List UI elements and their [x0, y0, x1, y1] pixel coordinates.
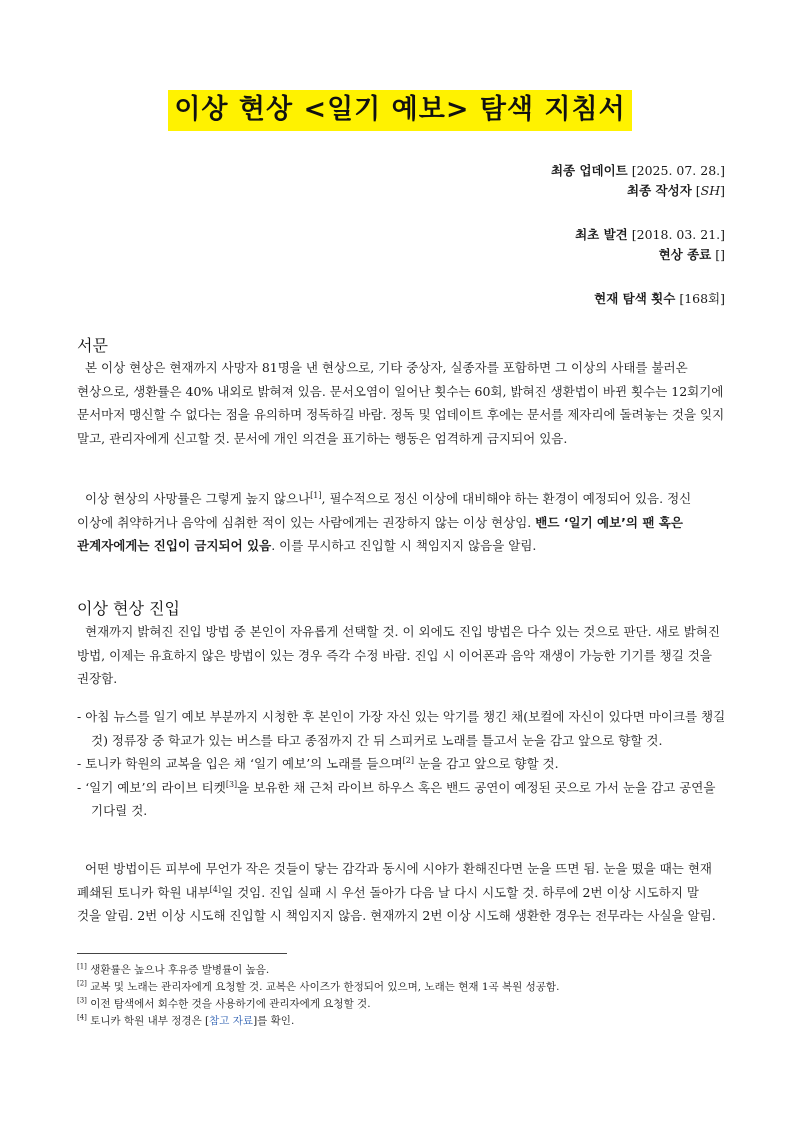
meta-discovery: [575, 225, 725, 265]
entry-paragraph-2: 어떤 방법이든 피부에 무언가 작은 것들이 닿는 감각과 동시에 시야가 환해진다면 눈을 뜨면 됨. 눈을 떴을 때는 현재 폐쇄된 토니카 학원 내부[4]일 것임. 진입 실패 시 우선 돌아가 다음 날 다시 시도할 것. 하루에 2번 이상 시도하지 말 것을 알림. 2번 이상 시도해 진입할 시 책임지지 않음. 현재까지 2번 이상 시도해 생환한 경우는 전무라는 사실을 알림.: [77, 861, 716, 923]
list-item: - 아침 뉴스를 일기 예보 부분까지 시청한 후 본인이 가장 자신 있는 악기를 챙긴 채(보컬에 자신이 있다면 마이크를 챙길 것) 정류장 중 학교가 있는 버스를 타고 종점까지 간 뒤 스피커로 노래를 틀고서 눈을 감고 앞으로 향할 것.: [77, 709, 726, 748]
footnote-ref-1[interactable]: [1]: [310, 490, 322, 500]
author-label: 최종 작성자: [627, 183, 692, 198]
discovered-value: [2018. 03. 21.]: [631, 227, 725, 242]
entry-paragraph-1: 현재까지 밝혀진 진입 방법 중 본인이 자유롭게 선택할 것. 이 외에도 진입 방법은 다수 있는 것으로 판단. 새로 밝혀진 방법, 이제는 유효하지 않은 방법이 있는 경우 즉각 수정 바람. 진입 시 이어폰과 음악 재생이 가능한 기기를 챙길 것을 권장함.: [77, 624, 720, 686]
updated-value: [2025. 07. 28.]: [631, 163, 725, 178]
footnotes: [77, 962, 559, 1030]
entry-method-list: [77, 705, 727, 823]
footnote-3: [3] 이전 탐색에서 회수한 것을 사용하기에 관리자에게 요청할 것.: [77, 996, 371, 1010]
footnote-ref-4[interactable]: [4]: [209, 884, 222, 894]
ended-label: 현상 종료: [658, 247, 712, 262]
footnote-4: [4] 토니카 학원 내부 정경은 [참고 자료]를 확인.: [77, 1013, 295, 1027]
section-title-preface: 서문: [77, 336, 108, 355]
document-title: 이상 현상 <일기 예보> 탐색 지침서: [168, 90, 631, 131]
reference-link[interactable]: 참고 자료: [209, 1015, 254, 1027]
section-title-entry: 이상 현상 진입: [77, 599, 180, 618]
preface-paragraph-1: 본 이상 현상은 현재까지 사망자 81명을 낸 현상으로, 기타 중상자, 실종자를 포함하면 그 이상의 사태를 불러온 현상으로, 생환률은 40% 내외로 밝혀져 있음. 문서오염이 일어난 횟수는 60회, 밝혀진 생환법이 바뀐 횟수는 12회기에 문서마저 맹신할 수 없다는 점을 유의하며 정독하길 바람. 정독 및 업데이트 후에는 문서를 제자리에 돌려놓는 것을 잊지 말고, 관리자에게 신고할 것. 문서에 개인 의견을 표기하는 행동은 엄격하게 금지되어 있음.: [77, 360, 725, 446]
list-item: - 토니카 학원의 교복을 입은 채 ‘일기 예보’의 노래를 들으며[2] 눈을 감고 앞으로 향할 것.: [77, 755, 559, 771]
meta-updated: 최종 업데이트 [2025. 07. 28.] 최종 작성자 [SH]: [550, 163, 725, 198]
footnote-1: [1] 생환률은 높으나 후유증 발병률이 높음.: [77, 962, 270, 976]
footnote-ref-3[interactable]: [3]: [225, 779, 238, 789]
explore-value: [168회]: [679, 291, 725, 306]
ended-value: []: [715, 247, 725, 262]
discovered-label: 최초 발견: [575, 227, 628, 242]
updated-label: 최종 업데이트: [550, 163, 628, 178]
footnote-ref-2[interactable]: [2]: [402, 755, 415, 765]
author-value: SH: [700, 183, 721, 198]
list-item: - ‘일기 예보’의 라이브 티켓[3]을 보유한 채 근처 라이브 하우스 혹은 밴드 공연이 예정된 곳으로 가서 눈을 감고 공연을 기다릴 것.: [77, 779, 716, 818]
footnote-2: [2] 교복 및 노래는 관리자에게 요청할 것. 교복은 사이즈가 한정되어 있으며, 노래는 현재 1곡 복원 성공함.: [77, 979, 560, 993]
preface-paragraph-2: 이상 현상의 사망률은 그렇게 높지 않으나[1], 필수적으로 정신 이상에 대비해야 하는 환경이 예정되어 있음. 정신 이상에 취약하거나 음악에 심취한 적이 있는 사람에게는 권장하지 않는 이상 현상임. 밴드 ‘일기 예보’의 팬 혹은 관계자에게는 진입이 금지되어 있음. 이를 무시하고 진입할 시 책임지지 않음을 알림.: [77, 490, 692, 553]
footnote-divider: [77, 953, 287, 954]
meta-explore-count: [594, 289, 725, 309]
explore-label: 현재 탐색 횟수: [594, 291, 676, 306]
warning-text: 밴드 ‘일기 예보’의 팬 혹은 관계자에게는 진입이 금지되어 있음: [77, 514, 683, 553]
